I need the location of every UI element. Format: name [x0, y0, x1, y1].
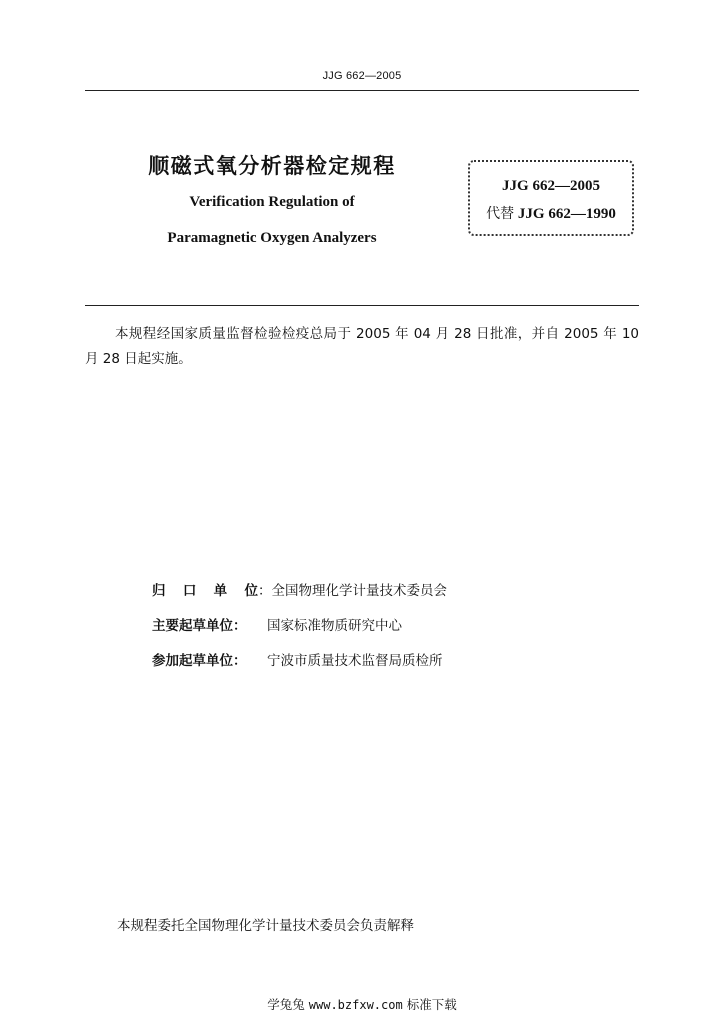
info-value: 国家标准物质研究中心	[267, 618, 402, 634]
document-title-chinese: 顺磁式氧分析器检定规程	[148, 154, 396, 178]
footer-suffix: 标准下载	[406, 997, 457, 1012]
header-standard-code: JJG 662—2005	[322, 70, 402, 82]
document-title-english-line-2: Paramagnetic Oxygen Analyzers	[167, 230, 377, 246]
info-row-main-drafting-unit	[152, 614, 402, 634]
info-label-char: 单	[213, 583, 228, 599]
footer-watermark	[0, 995, 724, 1013]
replaced-standard-code: JJG 662—1990	[517, 206, 616, 222]
info-label: 参加起草单位：	[152, 653, 247, 669]
document-title-english-line-1: Verification Regulation of	[189, 194, 355, 210]
info-label	[152, 579, 258, 599]
standard-code: JJG 662—2005	[502, 178, 600, 194]
replaces-prefix: 代替	[486, 206, 515, 222]
header-divider	[85, 90, 639, 91]
info-row-responsible-unit	[152, 579, 447, 599]
interpretation-statement: 本规程委托全国物理化学计量技术委员会负责解释	[117, 918, 414, 934]
info-label-char: 位	[244, 583, 258, 599]
info-row-participating-drafting-unit	[152, 649, 443, 669]
replaced-standard	[470, 203, 632, 223]
footer-site-link[interactable]: www.bzfxw.com	[308, 998, 403, 1012]
info-label-char: 口	[182, 583, 197, 599]
info-colon: ：	[258, 583, 272, 599]
info-value: 宁波市质量技术监督局质检所	[267, 653, 443, 669]
footer-brand: 学兔兔	[267, 997, 305, 1012]
info-label-char: 归	[152, 583, 166, 599]
title-divider	[85, 305, 639, 306]
info-value: 全国物理化学计量技术委员会	[271, 583, 447, 599]
info-label: 主要起草单位：	[152, 618, 247, 634]
standard-code-box	[468, 160, 634, 236]
approval-statement: 本规程经国家质量监督检验检疫总局于 2005 年 04 月 28 日批准，并自 2005 年 10 月 28 日起实施。	[85, 326, 639, 367]
